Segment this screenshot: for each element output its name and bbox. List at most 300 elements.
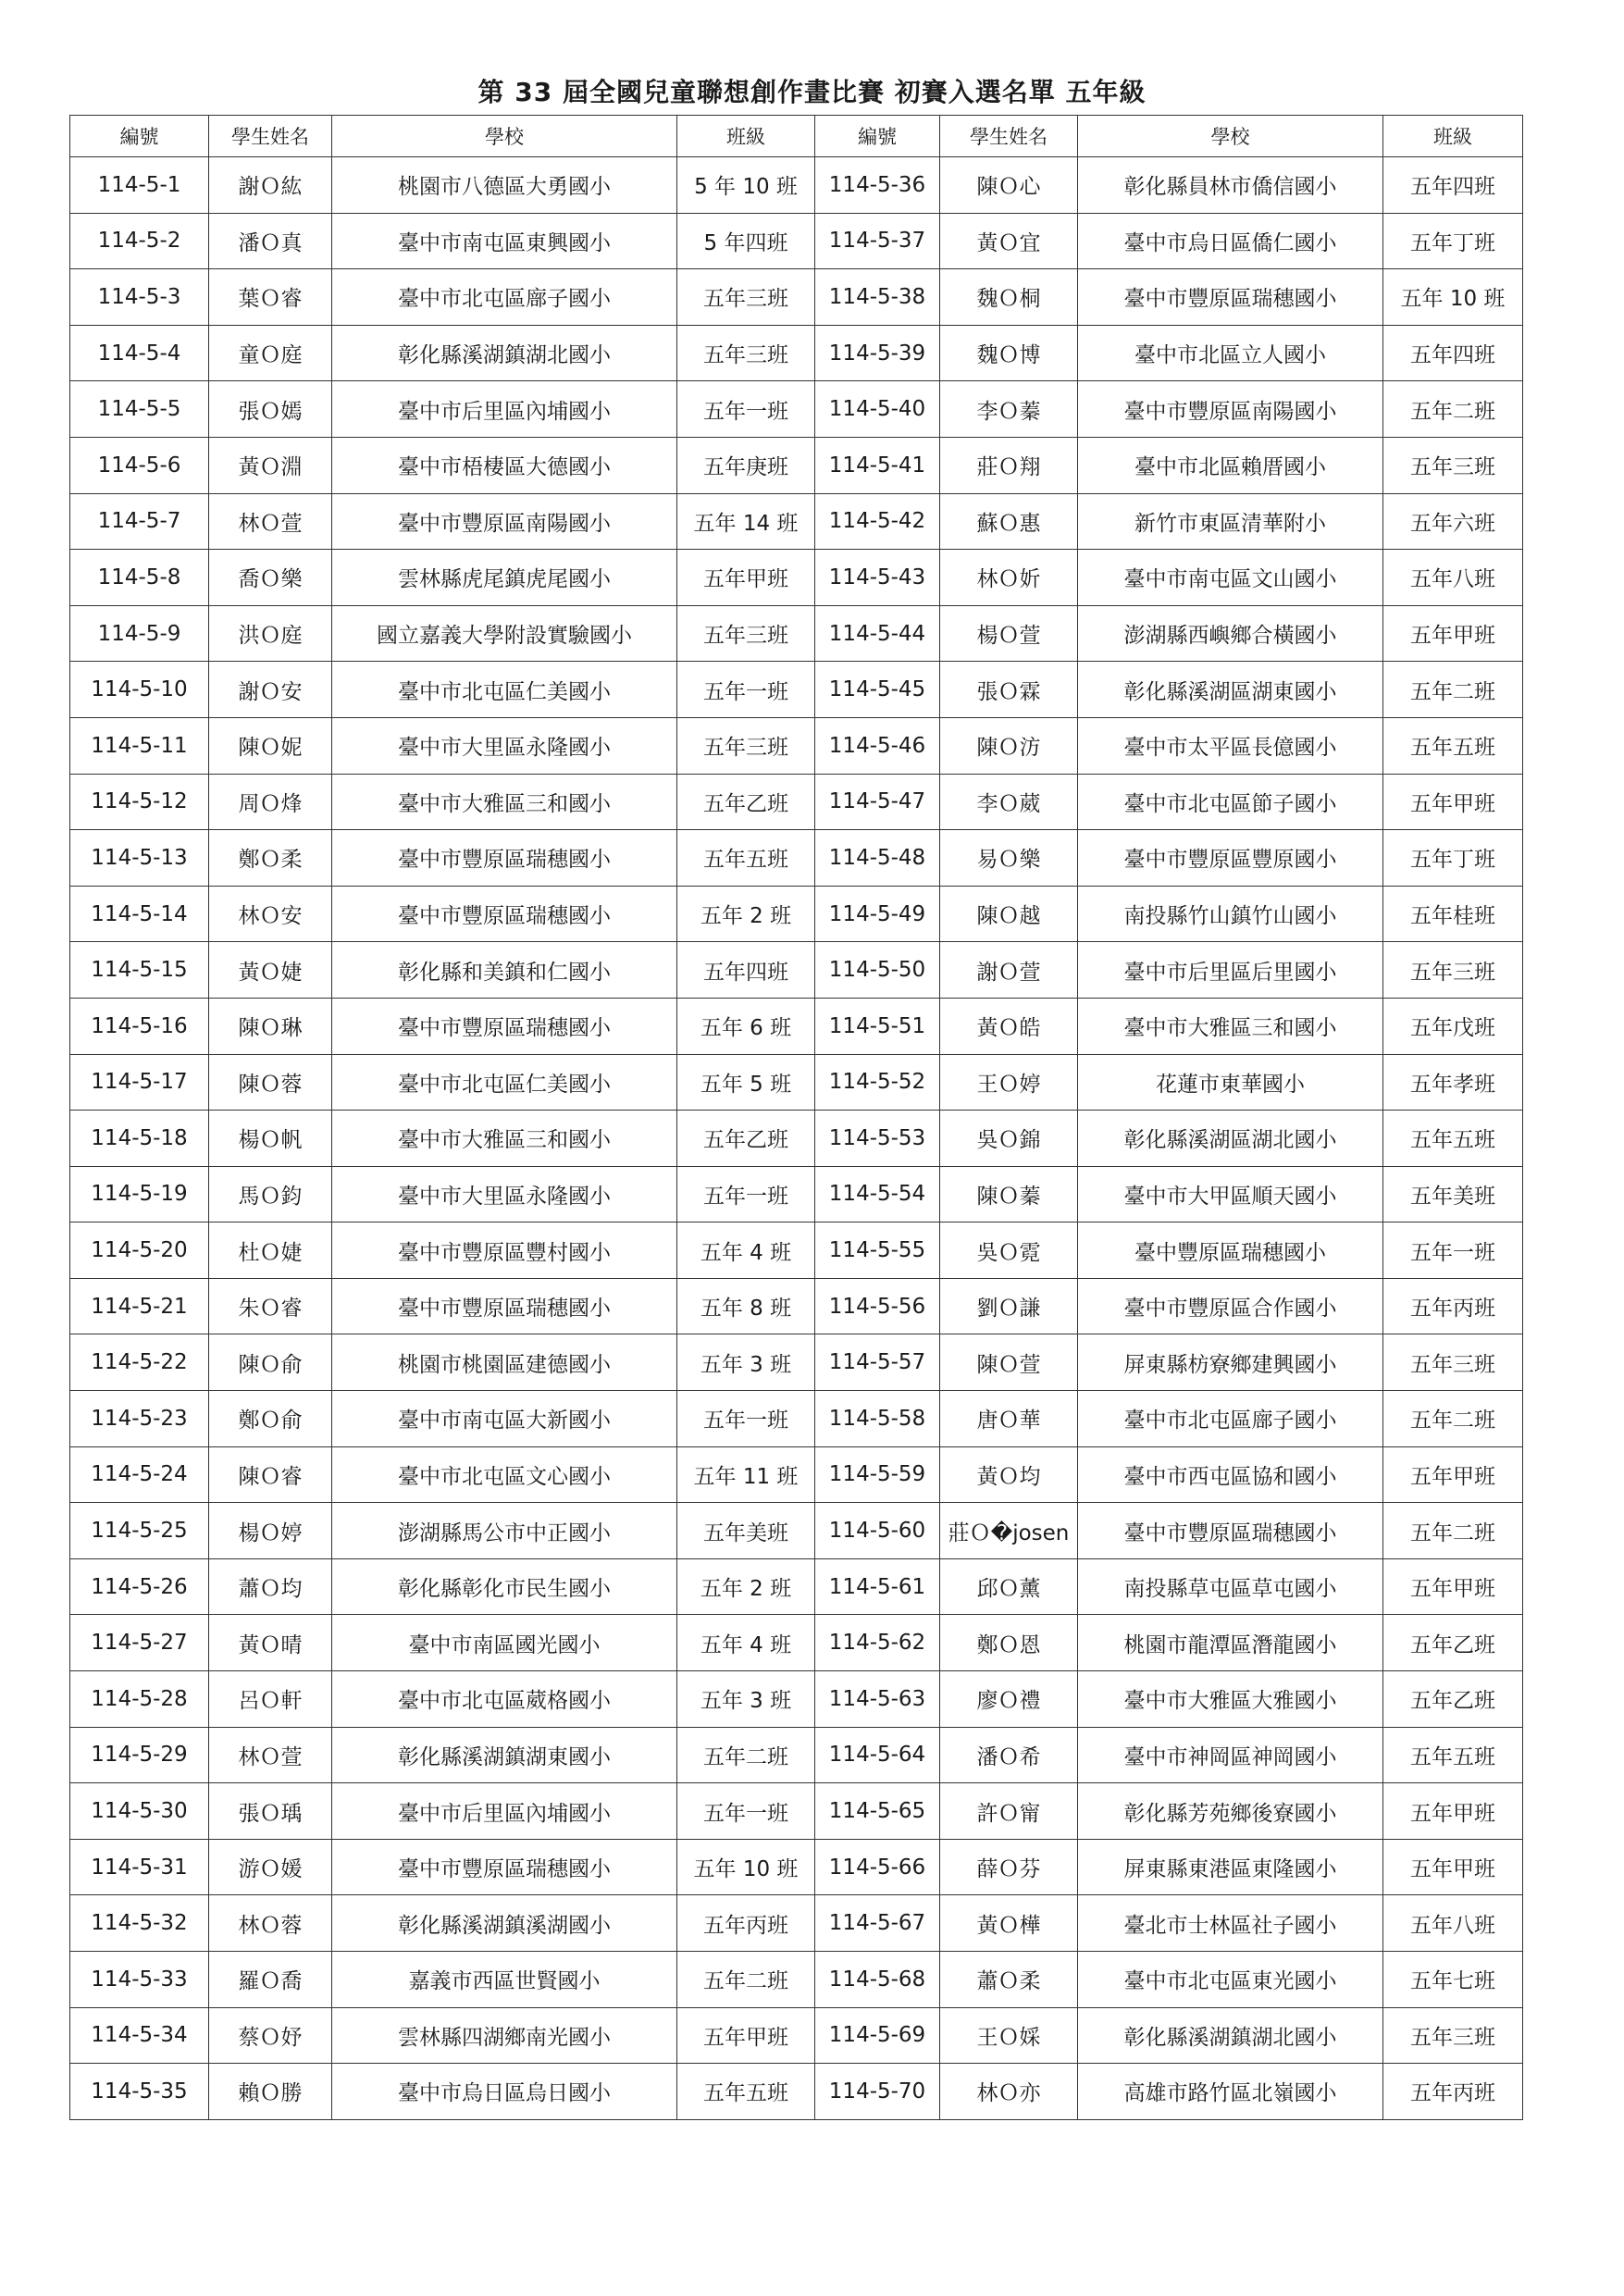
table-row xyxy=(70,213,1523,269)
cell-school: 臺中市北屯區廍子國小 xyxy=(332,269,677,326)
cell-id-2: 114-5-62 xyxy=(815,1615,940,1671)
cell-school-2: 臺中市神岡區神岡國小 xyxy=(1078,1727,1383,1783)
cell-student-name: 鄭Ｏ俞 xyxy=(209,1391,332,1447)
cell-id: 114-5-10 xyxy=(70,662,209,718)
table-row xyxy=(70,1671,1523,1728)
cell-id: 114-5-1 xyxy=(70,157,209,214)
cell-student-name-2: 劉Ｏ謙 xyxy=(940,1278,1078,1334)
cell-student-name: 張Ｏ瑀 xyxy=(209,1783,332,1840)
cell-student-name-2: 黃Ｏ皓 xyxy=(940,998,1078,1054)
cell-id-2: 114-5-67 xyxy=(815,1895,940,1952)
cell-id-2: 114-5-65 xyxy=(815,1783,940,1840)
cell-id-2: 114-5-38 xyxy=(815,269,940,326)
cell-school-2: 南投縣草屯區草屯國小 xyxy=(1078,1558,1383,1615)
cell-class-2: 五年三班 xyxy=(1383,942,1523,999)
cell-id: 114-5-28 xyxy=(70,1671,209,1728)
cell-id: 114-5-25 xyxy=(70,1503,209,1559)
cell-id: 114-5-20 xyxy=(70,1222,209,1279)
cell-id: 114-5-11 xyxy=(70,717,209,774)
cell-class: 五年 10 班 xyxy=(677,1839,815,1895)
cell-class: 五年三班 xyxy=(677,325,815,381)
cell-class-2: 五年丁班 xyxy=(1383,830,1523,887)
cell-student-name-2: 吳Ｏ錦 xyxy=(940,1111,1078,1167)
cell-id: 114-5-9 xyxy=(70,605,209,662)
cell-student-name: 喬Ｏ樂 xyxy=(209,550,332,606)
cell-id: 114-5-17 xyxy=(70,1054,209,1111)
cell-student-name: 林Ｏ萱 xyxy=(209,1727,332,1783)
cell-class-2: 五年五班 xyxy=(1383,717,1523,774)
cell-class: 五年 11 班 xyxy=(677,1446,815,1503)
table-row xyxy=(70,1334,1523,1391)
cell-class-2: 五年三班 xyxy=(1383,437,1523,493)
cell-student-name: 蕭Ｏ均 xyxy=(209,1558,332,1615)
cell-student-name-2: 陳Ｏ汸 xyxy=(940,717,1078,774)
cell-student-name-2: 王Ｏ婇 xyxy=(940,2007,1078,2064)
cell-student-name-2: 薛Ｏ芬 xyxy=(940,1839,1078,1895)
cell-id: 114-5-5 xyxy=(70,381,209,438)
cell-class-2: 五年五班 xyxy=(1383,1727,1523,1783)
cell-student-name-2: 李Ｏ蓁 xyxy=(940,381,1078,438)
cell-school-2: 澎湖縣西嶼鄉合橫國小 xyxy=(1078,605,1383,662)
cell-student-name-2: 陳Ｏ萱 xyxy=(940,1334,1078,1391)
cell-class-2: 五年戊班 xyxy=(1383,998,1523,1054)
cell-class-2: 五年乙班 xyxy=(1383,1671,1523,1728)
cell-id: 114-5-22 xyxy=(70,1334,209,1391)
cell-school-2: 臺中市北區立人國小 xyxy=(1078,325,1383,381)
cell-id: 114-5-14 xyxy=(70,886,209,942)
cell-school: 臺中市北屯區仁美國小 xyxy=(332,1054,677,1111)
table-row xyxy=(70,437,1523,493)
cell-class: 五年 6 班 xyxy=(677,998,815,1054)
cell-class: 五年五班 xyxy=(677,2064,815,2120)
cell-school: 臺中市豐原區南陽國小 xyxy=(332,493,677,550)
table-row xyxy=(70,998,1523,1054)
table-row xyxy=(70,1558,1523,1615)
cell-class: 五年三班 xyxy=(677,269,815,326)
table-row xyxy=(70,717,1523,774)
cell-id-2: 114-5-48 xyxy=(815,830,940,887)
cell-id-2: 114-5-46 xyxy=(815,717,940,774)
cell-class-2: 五年四班 xyxy=(1383,157,1523,214)
cell-school: 臺中市南區國光國小 xyxy=(332,1615,677,1671)
cell-id: 114-5-15 xyxy=(70,942,209,999)
cell-id-2: 114-5-50 xyxy=(815,942,940,999)
cell-school: 臺中市烏日區烏日國小 xyxy=(332,2064,677,2120)
cell-class: 五年 5 班 xyxy=(677,1054,815,1111)
cell-id-2: 114-5-47 xyxy=(815,774,940,830)
cell-id: 114-5-32 xyxy=(70,1895,209,1952)
cell-student-name: 黃Ｏ晴 xyxy=(209,1615,332,1671)
cell-student-name: 陳Ｏ蓉 xyxy=(209,1054,332,1111)
cell-school: 臺中市豐原區瑞穗國小 xyxy=(332,1278,677,1334)
cell-class-2: 五年二班 xyxy=(1383,662,1523,718)
header-school-2: 學校 xyxy=(1078,116,1383,157)
cell-class-2: 五年四班 xyxy=(1383,325,1523,381)
cell-student-name: 陳Ｏ俞 xyxy=(209,1334,332,1391)
cell-school: 臺中市豐原區瑞穗國小 xyxy=(332,998,677,1054)
cell-school: 桃園市桃園區建德國小 xyxy=(332,1334,677,1391)
cell-student-name-2: 蘇Ｏ惠 xyxy=(940,493,1078,550)
cell-school-2: 臺中市太平區長億國小 xyxy=(1078,717,1383,774)
cell-student-name-2: 莊Ｏ翔 xyxy=(940,437,1078,493)
table-row xyxy=(70,1391,1523,1447)
cell-school-2: 臺北市士林區社子國小 xyxy=(1078,1895,1383,1952)
cell-class-2: 五年乙班 xyxy=(1383,1615,1523,1671)
cell-id-2: 114-5-52 xyxy=(815,1054,940,1111)
cell-student-name-2: 楊Ｏ萱 xyxy=(940,605,1078,662)
table-row xyxy=(70,1111,1523,1167)
cell-class: 五年一班 xyxy=(677,1783,815,1840)
cell-student-name: 陳Ｏ琳 xyxy=(209,998,332,1054)
cell-school: 臺中市大里區永隆國小 xyxy=(332,1166,677,1222)
cell-student-name: 周Ｏ烽 xyxy=(209,774,332,830)
cell-student-name-2: 莊Ｏ�josen xyxy=(940,1503,1078,1559)
cell-id-2: 114-5-56 xyxy=(815,1278,940,1334)
header-id: 編號 xyxy=(70,116,209,157)
cell-school-2: 屏東縣枋寮鄉建興國小 xyxy=(1078,1334,1383,1391)
cell-school: 臺中市豐原區瑞穗國小 xyxy=(332,886,677,942)
cell-class-2: 五年甲班 xyxy=(1383,774,1523,830)
cell-school: 臺中市北屯區文心國小 xyxy=(332,1446,677,1503)
cell-school-2: 屏東縣東港區東隆國小 xyxy=(1078,1839,1383,1895)
cell-student-name-2: 黃Ｏ宜 xyxy=(940,213,1078,269)
cell-id-2: 114-5-55 xyxy=(815,1222,940,1279)
cell-school: 臺中市豐原區瑞穗國小 xyxy=(332,830,677,887)
header-class-2: 班級 xyxy=(1383,116,1523,157)
cell-student-name: 陳Ｏ睿 xyxy=(209,1446,332,1503)
cell-school-2: 彰化縣溪湖區湖北國小 xyxy=(1078,1111,1383,1167)
cell-class-2: 五年丙班 xyxy=(1383,2064,1523,2120)
page-title: 第 33 屆全國兒童聯想創作畫比賽 初賽入選名單 五年級 xyxy=(477,77,1147,107)
cell-school: 臺中市大雅區三和國小 xyxy=(332,774,677,830)
cell-student-name: 鄭Ｏ柔 xyxy=(209,830,332,887)
cell-school-2: 臺中市豐原區瑞穗國小 xyxy=(1078,269,1383,326)
table-row xyxy=(70,2064,1523,2120)
cell-student-name-2: 林Ｏ亦 xyxy=(940,2064,1078,2120)
cell-id: 114-5-18 xyxy=(70,1111,209,1167)
cell-class: 五年三班 xyxy=(677,605,815,662)
cell-id: 114-5-29 xyxy=(70,1727,209,1783)
cell-student-name: 楊Ｏ帆 xyxy=(209,1111,332,1167)
cell-class: 五年四班 xyxy=(677,942,815,999)
table-row xyxy=(70,157,1523,214)
cell-class: 五年庚班 xyxy=(677,437,815,493)
table-row xyxy=(70,1952,1523,2008)
cell-id-2: 114-5-36 xyxy=(815,157,940,214)
cell-class-2: 五年 10 班 xyxy=(1383,269,1523,326)
cell-id: 114-5-30 xyxy=(70,1783,209,1840)
table-row xyxy=(70,1166,1523,1222)
header-id-2: 編號 xyxy=(815,116,940,157)
cell-school-2: 臺中市烏日區僑仁國小 xyxy=(1078,213,1383,269)
cell-id: 114-5-33 xyxy=(70,1952,209,2008)
cell-school: 臺中市梧棲區大德國小 xyxy=(332,437,677,493)
cell-school: 國立嘉義大學附設實驗國小 xyxy=(332,605,677,662)
cell-id-2: 114-5-54 xyxy=(815,1166,940,1222)
cell-school-2: 臺中市北屯區東光國小 xyxy=(1078,1952,1383,2008)
table-row xyxy=(70,2007,1523,2064)
cell-class-2: 五年甲班 xyxy=(1383,1839,1523,1895)
cell-id-2: 114-5-44 xyxy=(815,605,940,662)
cell-class: 五年一班 xyxy=(677,1166,815,1222)
header-row xyxy=(70,116,1523,157)
table-row xyxy=(70,1615,1523,1671)
cell-student-name: 蔡Ｏ妤 xyxy=(209,2007,332,2064)
cell-school-2: 彰化縣芳苑鄉後寮國小 xyxy=(1078,1783,1383,1840)
cell-student-name-2: 林Ｏ妡 xyxy=(940,550,1078,606)
cell-student-name: 朱Ｏ睿 xyxy=(209,1278,332,1334)
cell-class-2: 五年八班 xyxy=(1383,550,1523,606)
cell-student-name-2: 廖Ｏ禮 xyxy=(940,1671,1078,1728)
cell-class: 五年 2 班 xyxy=(677,1558,815,1615)
cell-student-name: 杜Ｏ婕 xyxy=(209,1222,332,1279)
table-row xyxy=(70,1839,1523,1895)
cell-id: 114-5-13 xyxy=(70,830,209,887)
cell-student-name: 林Ｏ蓉 xyxy=(209,1895,332,1952)
cell-student-name-2: 吳Ｏ霓 xyxy=(940,1222,1078,1279)
cell-student-name-2: 邱Ｏ薰 xyxy=(940,1558,1078,1615)
cell-class-2: 五年二班 xyxy=(1383,1503,1523,1559)
cell-id: 114-5-6 xyxy=(70,437,209,493)
cell-class: 五年 3 班 xyxy=(677,1671,815,1728)
cell-id: 114-5-19 xyxy=(70,1166,209,1222)
cell-id-2: 114-5-51 xyxy=(815,998,940,1054)
cell-id-2: 114-5-40 xyxy=(815,381,940,438)
cell-id-2: 114-5-42 xyxy=(815,493,940,550)
cell-student-name-2: 陳Ｏ心 xyxy=(940,157,1078,214)
cell-class: 五年三班 xyxy=(677,717,815,774)
cell-student-name: 童Ｏ庭 xyxy=(209,325,332,381)
cell-school: 雲林縣虎尾鎮虎尾國小 xyxy=(332,550,677,606)
cell-school: 臺中市南屯區東興國小 xyxy=(332,213,677,269)
cell-class: 五年 2 班 xyxy=(677,886,815,942)
cell-id-2: 114-5-43 xyxy=(815,550,940,606)
cell-student-name-2: 李Ｏ葳 xyxy=(940,774,1078,830)
cell-class-2: 五年丙班 xyxy=(1383,1278,1523,1334)
cell-school-2: 臺中市北屯區節子國小 xyxy=(1078,774,1383,830)
table-row xyxy=(70,1278,1523,1334)
cell-class: 五年 3 班 xyxy=(677,1334,815,1391)
candidate-table xyxy=(69,115,1523,2120)
cell-school: 臺中市后里區內埔國小 xyxy=(332,1783,677,1840)
cell-class: 五年甲班 xyxy=(677,2007,815,2064)
cell-class: 5 年四班 xyxy=(677,213,815,269)
cell-class: 五年一班 xyxy=(677,1391,815,1447)
cell-school: 彰化縣溪湖鎮湖北國小 xyxy=(332,325,677,381)
cell-school-2: 臺中豐原區瑞穗國小 xyxy=(1078,1222,1383,1279)
header-student-name-2: 學生姓名 xyxy=(940,116,1078,157)
cell-student-name: 潘Ｏ真 xyxy=(209,213,332,269)
cell-school-2: 臺中市大雅區大雅國小 xyxy=(1078,1671,1383,1728)
cell-student-name: 張Ｏ嫣 xyxy=(209,381,332,438)
cell-id: 114-5-26 xyxy=(70,1558,209,1615)
cell-school: 嘉義市西區世賢國小 xyxy=(332,1952,677,2008)
table-row xyxy=(70,1222,1523,1279)
cell-school: 彰化縣和美鎮和仁國小 xyxy=(332,942,677,999)
cell-school: 臺中市后里區內埔國小 xyxy=(332,381,677,438)
table-row xyxy=(70,493,1523,550)
cell-school-2: 臺中市北區賴厝國小 xyxy=(1078,437,1383,493)
cell-class: 五年五班 xyxy=(677,830,815,887)
cell-school-2: 彰化縣溪湖區湖東國小 xyxy=(1078,662,1383,718)
cell-student-name-2: 蕭Ｏ柔 xyxy=(940,1952,1078,2008)
cell-school-2: 臺中市豐原區合作國小 xyxy=(1078,1278,1383,1334)
cell-class: 五年乙班 xyxy=(677,774,815,830)
cell-school: 臺中市北屯區仁美國小 xyxy=(332,662,677,718)
cell-school: 臺中市豐原區瑞穗國小 xyxy=(332,1839,677,1895)
cell-id: 114-5-27 xyxy=(70,1615,209,1671)
cell-student-name-2: 黃Ｏ均 xyxy=(940,1446,1078,1503)
cell-school: 臺中市大里區永隆國小 xyxy=(332,717,677,774)
cell-class-2: 五年孝班 xyxy=(1383,1054,1523,1111)
cell-school-2: 高雄市路竹區北嶺國小 xyxy=(1078,2064,1383,2120)
cell-class: 五年乙班 xyxy=(677,1111,815,1167)
cell-student-name: 游Ｏ媛 xyxy=(209,1839,332,1895)
cell-student-name-2: 唐Ｏ華 xyxy=(940,1391,1078,1447)
cell-id: 114-5-21 xyxy=(70,1278,209,1334)
cell-student-name-2: 魏Ｏ桐 xyxy=(940,269,1078,326)
cell-id-2: 114-5-37 xyxy=(815,213,940,269)
cell-school-2: 臺中市豐原區豐原國小 xyxy=(1078,830,1383,887)
cell-student-name-2: 張Ｏ霖 xyxy=(940,662,1078,718)
table-row xyxy=(70,1727,1523,1783)
cell-student-name: 黃Ｏ淵 xyxy=(209,437,332,493)
cell-class: 五年丙班 xyxy=(677,1895,815,1952)
cell-id: 114-5-16 xyxy=(70,998,209,1054)
cell-class: 五年 14 班 xyxy=(677,493,815,550)
cell-school-2: 彰化縣溪湖鎮湖北國小 xyxy=(1078,2007,1383,2064)
table-row xyxy=(70,325,1523,381)
header-student-name: 學生姓名 xyxy=(209,116,332,157)
cell-school-2: 新竹市東區清華附小 xyxy=(1078,493,1383,550)
cell-class-2: 五年甲班 xyxy=(1383,605,1523,662)
cell-id: 114-5-3 xyxy=(70,269,209,326)
cell-class-2: 五年美班 xyxy=(1383,1166,1523,1222)
cell-id-2: 114-5-41 xyxy=(815,437,940,493)
cell-school-2: 臺中市大甲區順天國小 xyxy=(1078,1166,1383,1222)
cell-school-2: 南投縣竹山鎮竹山國小 xyxy=(1078,886,1383,942)
cell-school-2: 臺中市豐原區南陽國小 xyxy=(1078,381,1383,438)
cell-id-2: 114-5-58 xyxy=(815,1391,940,1447)
cell-class-2: 五年三班 xyxy=(1383,1334,1523,1391)
cell-id-2: 114-5-63 xyxy=(815,1671,940,1728)
cell-student-name-2: 王Ｏ婷 xyxy=(940,1054,1078,1111)
cell-student-name: 馬Ｏ鈞 xyxy=(209,1166,332,1222)
table-row xyxy=(70,774,1523,830)
cell-id: 114-5-4 xyxy=(70,325,209,381)
cell-class-2: 五年桂班 xyxy=(1383,886,1523,942)
table-row xyxy=(70,605,1523,662)
cell-class-2: 五年二班 xyxy=(1383,1391,1523,1447)
header-class: 班級 xyxy=(677,116,815,157)
cell-id-2: 114-5-70 xyxy=(815,2064,940,2120)
cell-class-2: 五年六班 xyxy=(1383,493,1523,550)
cell-id-2: 114-5-59 xyxy=(815,1446,940,1503)
cell-school-2: 臺中市北屯區廍子國小 xyxy=(1078,1391,1383,1447)
table-row xyxy=(70,1054,1523,1111)
cell-student-name: 黃Ｏ婕 xyxy=(209,942,332,999)
cell-id-2: 114-5-69 xyxy=(815,2007,940,2064)
cell-class-2: 五年丁班 xyxy=(1383,213,1523,269)
cell-id-2: 114-5-64 xyxy=(815,1727,940,1783)
cell-class: 五年二班 xyxy=(677,1727,815,1783)
cell-student-name-2: 陳Ｏ越 xyxy=(940,886,1078,942)
cell-class: 五年 8 班 xyxy=(677,1278,815,1334)
cell-id-2: 114-5-39 xyxy=(815,325,940,381)
cell-class: 五年 4 班 xyxy=(677,1615,815,1671)
cell-class: 5 年 10 班 xyxy=(677,157,815,214)
cell-class: 五年美班 xyxy=(677,1503,815,1559)
cell-school: 臺中市大雅區三和國小 xyxy=(332,1111,677,1167)
cell-school: 彰化縣溪湖鎮溪湖國小 xyxy=(332,1895,677,1952)
cell-student-name-2: 潘Ｏ希 xyxy=(940,1727,1078,1783)
cell-student-name-2: 魏Ｏ博 xyxy=(940,325,1078,381)
cell-id: 114-5-12 xyxy=(70,774,209,830)
cell-id-2: 114-5-53 xyxy=(815,1111,940,1167)
table-row xyxy=(70,550,1523,606)
table-row xyxy=(70,1783,1523,1840)
cell-student-name-2: 謝Ｏ萱 xyxy=(940,942,1078,999)
cell-student-name: 謝Ｏ紘 xyxy=(209,157,332,214)
table-row xyxy=(70,1446,1523,1503)
cell-student-name: 楊Ｏ婷 xyxy=(209,1503,332,1559)
cell-class: 五年一班 xyxy=(677,662,815,718)
cell-class-2: 五年甲班 xyxy=(1383,1783,1523,1840)
header-school: 學校 xyxy=(332,116,677,157)
cell-id-2: 114-5-49 xyxy=(815,886,940,942)
cell-school: 桃園市八德區大勇國小 xyxy=(332,157,677,214)
cell-class: 五年 4 班 xyxy=(677,1222,815,1279)
cell-id-2: 114-5-60 xyxy=(815,1503,940,1559)
cell-class-2: 五年五班 xyxy=(1383,1111,1523,1167)
cell-class-2: 五年甲班 xyxy=(1383,1558,1523,1615)
cell-class-2: 五年七班 xyxy=(1383,1952,1523,2008)
cell-class: 五年一班 xyxy=(677,381,815,438)
cell-school: 澎湖縣馬公市中正國小 xyxy=(332,1503,677,1559)
table-row xyxy=(70,942,1523,999)
table-row xyxy=(70,1503,1523,1559)
cell-school-2: 臺中市豐原區瑞穗國小 xyxy=(1078,1503,1383,1559)
cell-school-2: 桃園市龍潭區潛龍國小 xyxy=(1078,1615,1383,1671)
table-row xyxy=(70,662,1523,718)
cell-id: 114-5-8 xyxy=(70,550,209,606)
cell-student-name: 洪Ｏ庭 xyxy=(209,605,332,662)
cell-class-2: 五年一班 xyxy=(1383,1222,1523,1279)
table-row xyxy=(70,1895,1523,1952)
cell-class-2: 五年甲班 xyxy=(1383,1446,1523,1503)
cell-id-2: 114-5-57 xyxy=(815,1334,940,1391)
cell-id-2: 114-5-68 xyxy=(815,1952,940,2008)
cell-school-2: 花蓮市東華國小 xyxy=(1078,1054,1383,1111)
cell-school: 雲林縣四湖鄉南光國小 xyxy=(332,2007,677,2064)
cell-school-2: 臺中市西屯區協和國小 xyxy=(1078,1446,1383,1503)
cell-id-2: 114-5-45 xyxy=(815,662,940,718)
cell-student-name-2: 許Ｏ甯 xyxy=(940,1783,1078,1840)
cell-student-name-2: 鄭Ｏ恩 xyxy=(940,1615,1078,1671)
cell-id-2: 114-5-61 xyxy=(815,1558,940,1615)
cell-id: 114-5-23 xyxy=(70,1391,209,1447)
cell-school: 臺中市北屯區葳格國小 xyxy=(332,1671,677,1728)
cell-id: 114-5-7 xyxy=(70,493,209,550)
cell-school: 彰化縣溪湖鎮湖東國小 xyxy=(332,1727,677,1783)
cell-school-2: 臺中市南屯區文山國小 xyxy=(1078,550,1383,606)
cell-student-name-2: 易Ｏ樂 xyxy=(940,830,1078,887)
table-row xyxy=(70,830,1523,887)
cell-id: 114-5-35 xyxy=(70,2064,209,2120)
cell-student-name-2: 陳Ｏ蓁 xyxy=(940,1166,1078,1222)
cell-student-name: 林Ｏ萱 xyxy=(209,493,332,550)
cell-student-name-2: 黃Ｏ樺 xyxy=(940,1895,1078,1952)
